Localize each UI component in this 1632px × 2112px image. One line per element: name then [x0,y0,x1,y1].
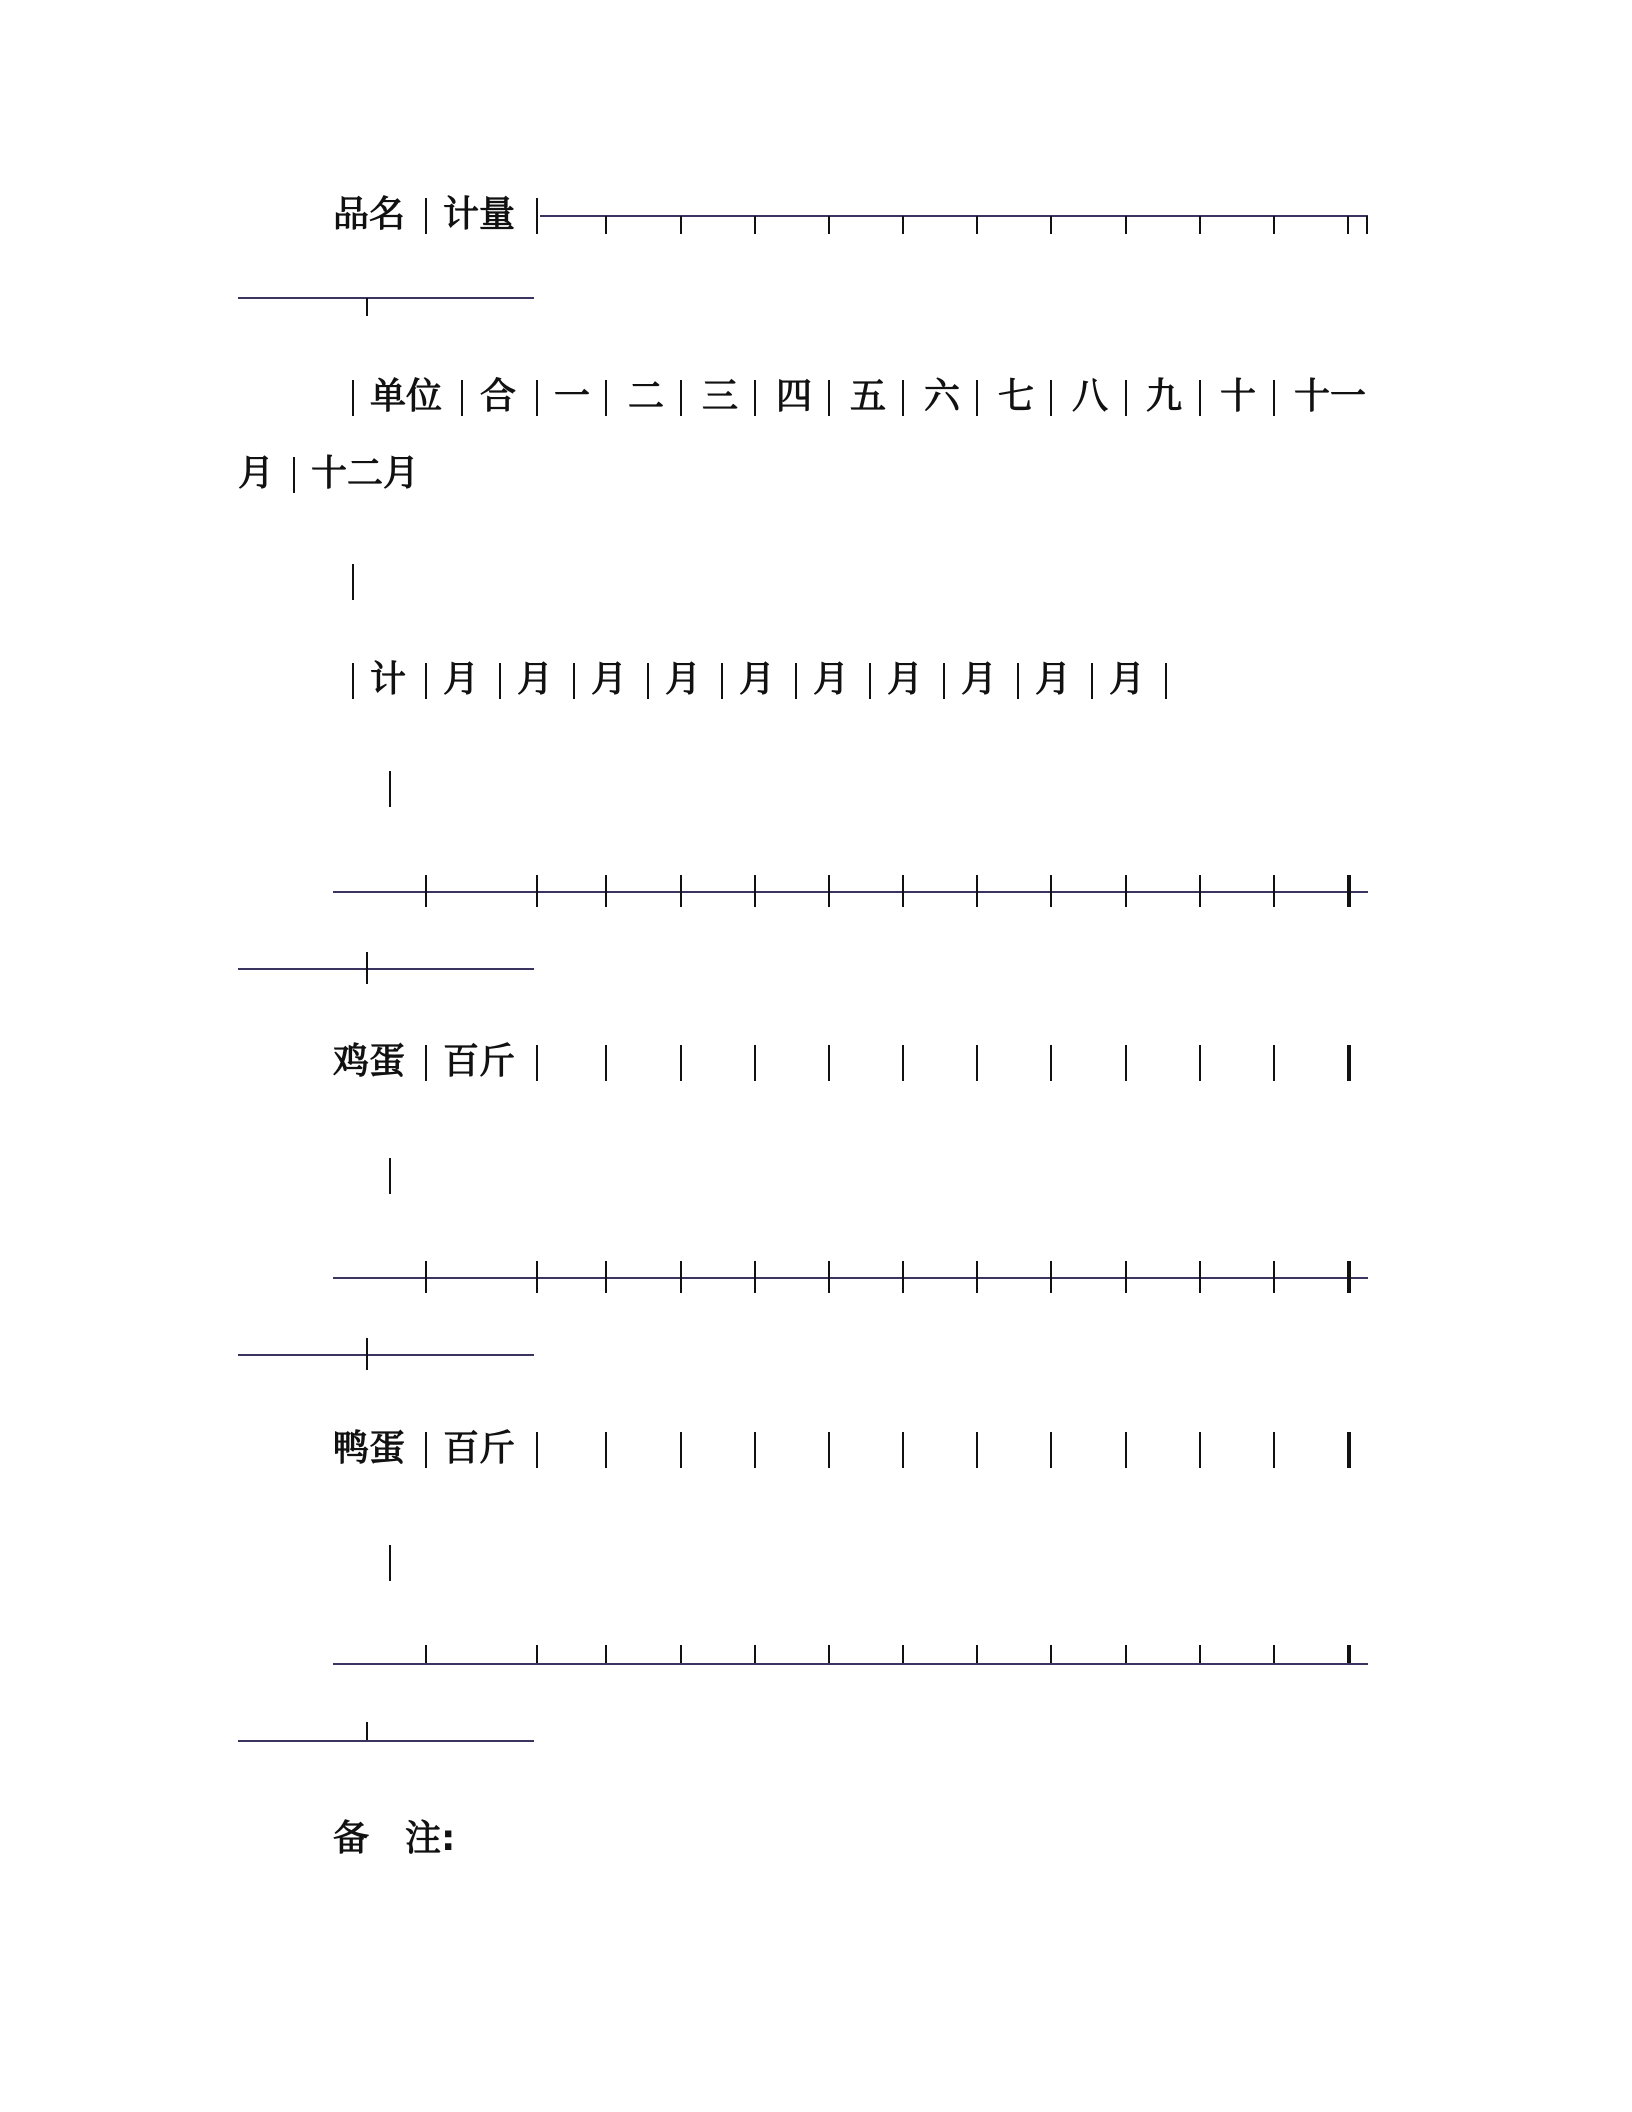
header-month-suffix: 月 [665,659,702,700]
header-month-number: 四 [776,376,813,417]
row-bar [902,1432,904,1468]
table-short-rule [238,1740,534,1742]
header-month-wrap: 月 [238,453,275,494]
header-top-tick [1273,216,1275,234]
header-unit-cont: 单位 [370,376,443,417]
row-bar [1050,1045,1052,1081]
row-bar [605,1045,607,1081]
header-month-number: 九 [1146,376,1183,417]
row-bar [1349,1045,1351,1081]
table-rule-tick [425,1261,427,1293]
header-bar [352,564,354,600]
header-short-rule [238,297,534,299]
row-unit: 百斤 [443,1041,516,1082]
row-bar [902,1045,904,1081]
header-total-top: 合 [480,376,517,417]
header-bar [352,663,354,699]
row-bar [425,1045,427,1081]
row-bar [536,1432,538,1468]
table-rule-tick [425,1645,427,1663]
table-rule-tick [1125,1261,1127,1293]
table-rule-tick [976,875,978,907]
header-bar [425,663,427,699]
header-month-number: 三 [702,376,739,417]
header-bar [1050,380,1052,416]
header-month-suffix: 月 [443,659,480,700]
table-rule-tick [976,1261,978,1293]
header-month-suffix: 月 [961,659,998,700]
table-rule-tick [605,1645,607,1663]
header-bar [754,380,756,416]
header-month-suffix: 月 [887,659,924,700]
table-rule-tick [828,1261,830,1293]
header-month-suffix: 月 [1109,659,1146,700]
row-bar [1050,1432,1052,1468]
table-rule-tick [976,1645,978,1663]
header-bar [902,380,904,416]
header-month-suffix: 月 [517,659,554,700]
header-bar [573,663,575,699]
row-bar [828,1432,830,1468]
row-name: 鸡蛋 [333,1041,406,1082]
header-month-suffix: 月 [739,659,776,700]
table-rule-tick [1125,1645,1127,1663]
table-rule [333,1663,1368,1665]
header-month-number: 八 [1072,376,1109,417]
table-rule-tick [828,875,830,907]
table-rule-tick [536,875,538,907]
header-top-tick [902,216,904,234]
table-rule-tick [1199,1645,1201,1663]
header-top-tick [754,216,756,234]
table-rule-tick [680,875,682,907]
header-top-tick [680,216,682,234]
row-bar [1199,1432,1201,1468]
row-bar [976,1045,978,1081]
header-bar [869,663,871,699]
header-bar [499,663,501,699]
header-bar [1165,663,1167,699]
table-rule [333,891,1368,893]
header-bar [461,380,463,416]
header-bar [1125,380,1127,416]
row-bar [754,1045,756,1081]
table-rule-tick [754,875,756,907]
table-rule-tick [902,1261,904,1293]
header-name-label: 品名 [333,194,406,235]
row-bar [605,1432,607,1468]
table-short-tick [366,952,368,984]
header-top-tick [1366,216,1368,234]
table-rule-tick [1273,875,1275,907]
table-rule-tick [1125,875,1127,907]
table-rule-tick [1050,875,1052,907]
row-bar [1349,1432,1351,1468]
header-bar [1199,380,1201,416]
row-bar [389,1545,391,1581]
header-bar [605,380,607,416]
table-rule-tick [1050,1645,1052,1663]
header-bar [721,663,723,699]
row-unit: 百斤 [443,1428,516,1469]
row-bar [754,1432,756,1468]
header-top-tick [1199,216,1201,234]
header-unit-label: 计量 [443,194,516,235]
table-rule-tick [754,1645,756,1663]
table-rule-tick [902,875,904,907]
row-bar [1273,1432,1275,1468]
row-bar [425,1432,427,1468]
table-rule-tick [605,1261,607,1293]
row-bar [389,1158,391,1194]
header-bar [647,663,649,699]
header-total-bottom: 计 [370,659,407,700]
table-rule-tick [680,1261,682,1293]
header-top-tick [1050,216,1052,234]
header-top-tick [1347,216,1349,234]
header-short-tick [366,298,368,316]
header-bar [680,380,682,416]
row-bar [680,1045,682,1081]
header-month-number: 十 [1220,376,1257,417]
header-bar [828,380,830,416]
header-bar [1091,663,1093,699]
row-bar [976,1432,978,1468]
header-top-tick [1125,216,1127,234]
table-rule-tick [1050,1261,1052,1293]
header-bar [389,771,391,807]
header-bar [536,380,538,416]
header-bar [425,198,427,234]
header-bar [536,198,538,234]
row-bar [1199,1045,1201,1081]
table-short-tick [366,1338,368,1370]
row-bar [1125,1045,1127,1081]
table-rule-tick [754,1261,756,1293]
table-rule-tick [1349,1645,1351,1663]
row-bar [828,1045,830,1081]
table-rule-tick [605,875,607,907]
header-month-suffix: 月 [1035,659,1072,700]
table-rule-tick [828,1645,830,1663]
header-month-number: 六 [924,376,961,417]
table-rule-tick [425,875,427,907]
table-short-tick [366,1722,368,1740]
table-rule-tick [1199,875,1201,907]
header-bar [943,663,945,699]
header-month-number: 二 [628,376,665,417]
table-rule-tick [1199,1261,1201,1293]
header-top-tick [828,216,830,234]
header-month-suffix: 月 [591,659,628,700]
header-bar [795,663,797,699]
row-bar [1273,1045,1275,1081]
table-rule-tick [1273,1261,1275,1293]
header-bar [1273,380,1275,416]
table-rule-tick [680,1645,682,1663]
table-rule-tick [536,1645,538,1663]
header-month-number: 五 [850,376,887,417]
table-rule-tick [536,1261,538,1293]
table-short-rule [238,1354,534,1356]
header-bar [352,380,354,416]
header-month-twelve: 十二月 [311,453,420,494]
table-rule-tick [1349,875,1351,907]
header-month-suffix: 月 [813,659,850,700]
header-bar [976,380,978,416]
row-bar [680,1432,682,1468]
table-rule-tick [1349,1261,1351,1293]
header-bar [1017,663,1019,699]
header-top-tick [976,216,978,234]
row-name: 鸭蛋 [333,1428,406,1469]
table-short-rule [238,968,534,970]
table-rule-tick [1273,1645,1275,1663]
table-rule-tick [902,1645,904,1663]
header-month-number: 一 [554,376,591,417]
remark-label: 备 注: [333,1818,456,1859]
header-top-rule [540,215,1368,217]
row-bar [536,1045,538,1081]
row-bar [1125,1432,1127,1468]
header-month-number: 十一 [1294,376,1367,417]
table-rule [333,1277,1368,1279]
header-month-number: 七 [998,376,1035,417]
header-bar [293,457,295,493]
header-top-tick [605,216,607,234]
